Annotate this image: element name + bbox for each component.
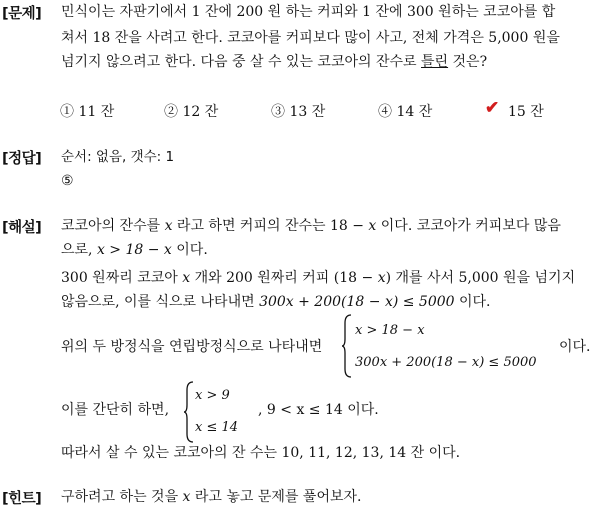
explanation-line-6-end: , 9 < x ≤ 14 이다. [258, 402, 379, 418]
answer-tag: [정답] [2, 151, 42, 167]
checkmark-icon: ✔ [485, 98, 500, 118]
problem-line-3: 넘기지 않으려고 한다. 다음 중 살 수 있는 코코아의 잔수로 틀린 것은? [61, 54, 488, 70]
explanation-line-5-end: 이다. [559, 339, 591, 355]
choice-5[interactable]: ✔ 15 잔 [485, 98, 544, 120]
problem-tag: [문제] [2, 6, 42, 22]
explanation-line-2: 으로, x > 18 − x 이다. [61, 242, 208, 258]
explanation-line-7: 따라서 살 수 있는 코코아의 잔 수는 10, 11, 12, 13, 14 잔 이다. [61, 445, 461, 461]
choice-3[interactable]: ③ 13 잔 [271, 104, 326, 120]
left-brace-icon [341, 313, 353, 379]
underlined-word: 틀린 [421, 54, 449, 70]
choice-list [60, 98, 580, 121]
explanation-line-1: 코코아의 잔수를 x 라고 하면 커피의 잔수는 18 − x 이다. 코코아가 커피보다 많음 [61, 218, 561, 234]
explanation-line-3: 300 원짜리 코코아 x 개와 200 원짜리 커피 (18 − x) 개를 사서 5,000 원을 넘기지 [61, 270, 576, 286]
answer-line-2: ⑤ [61, 173, 74, 189]
explanation-tag: [해설] [2, 220, 42, 236]
explanation-line-4: 않음으로, 이를 식으로 나타내면 300x + 200(18 − x) ≤ 5000 이다. [61, 294, 491, 310]
hint-tag: [힌트] [2, 491, 42, 507]
explanation-line-5-text: 위의 두 방정식을 연립방정식으로 나타내면 [61, 339, 323, 355]
inequality-system-1 [341, 313, 541, 379]
system-1-top: x > 18 − x [355, 323, 425, 338]
answer-line-1: 순서: 없음, 갯수: 1 [61, 149, 175, 165]
system-2-top: x > 9 [195, 388, 230, 403]
problem-line-1: 민식이는 자판기에서 1 잔에 200 원 하는 커피와 1 잔에 300 원하는 코코아를 합 [61, 4, 556, 20]
explanation-line-6-text: 이를 간단히 하면, [61, 402, 170, 418]
system-2-bottom: x ≤ 14 [195, 420, 239, 435]
choice-2[interactable]: ② 12 잔 [164, 104, 219, 120]
choice-1[interactable]: ① 11 잔 [60, 104, 115, 120]
inequality-system-2 [183, 380, 263, 444]
system-1-bottom: 300x + 200(18 − x) ≤ 5000 [355, 355, 537, 370]
problem-line-2: 쳐서 18 잔을 사려고 한다. 코코아를 커피보다 많이 사고, 전체 가격은 5,000 원을 [61, 30, 560, 46]
hint-line: 구하려고 하는 것을 x 라고 놓고 문제를 풀어보자. [61, 489, 362, 505]
choice-4[interactable]: ④ 14 잔 [378, 104, 433, 120]
left-brace-icon [183, 380, 195, 444]
